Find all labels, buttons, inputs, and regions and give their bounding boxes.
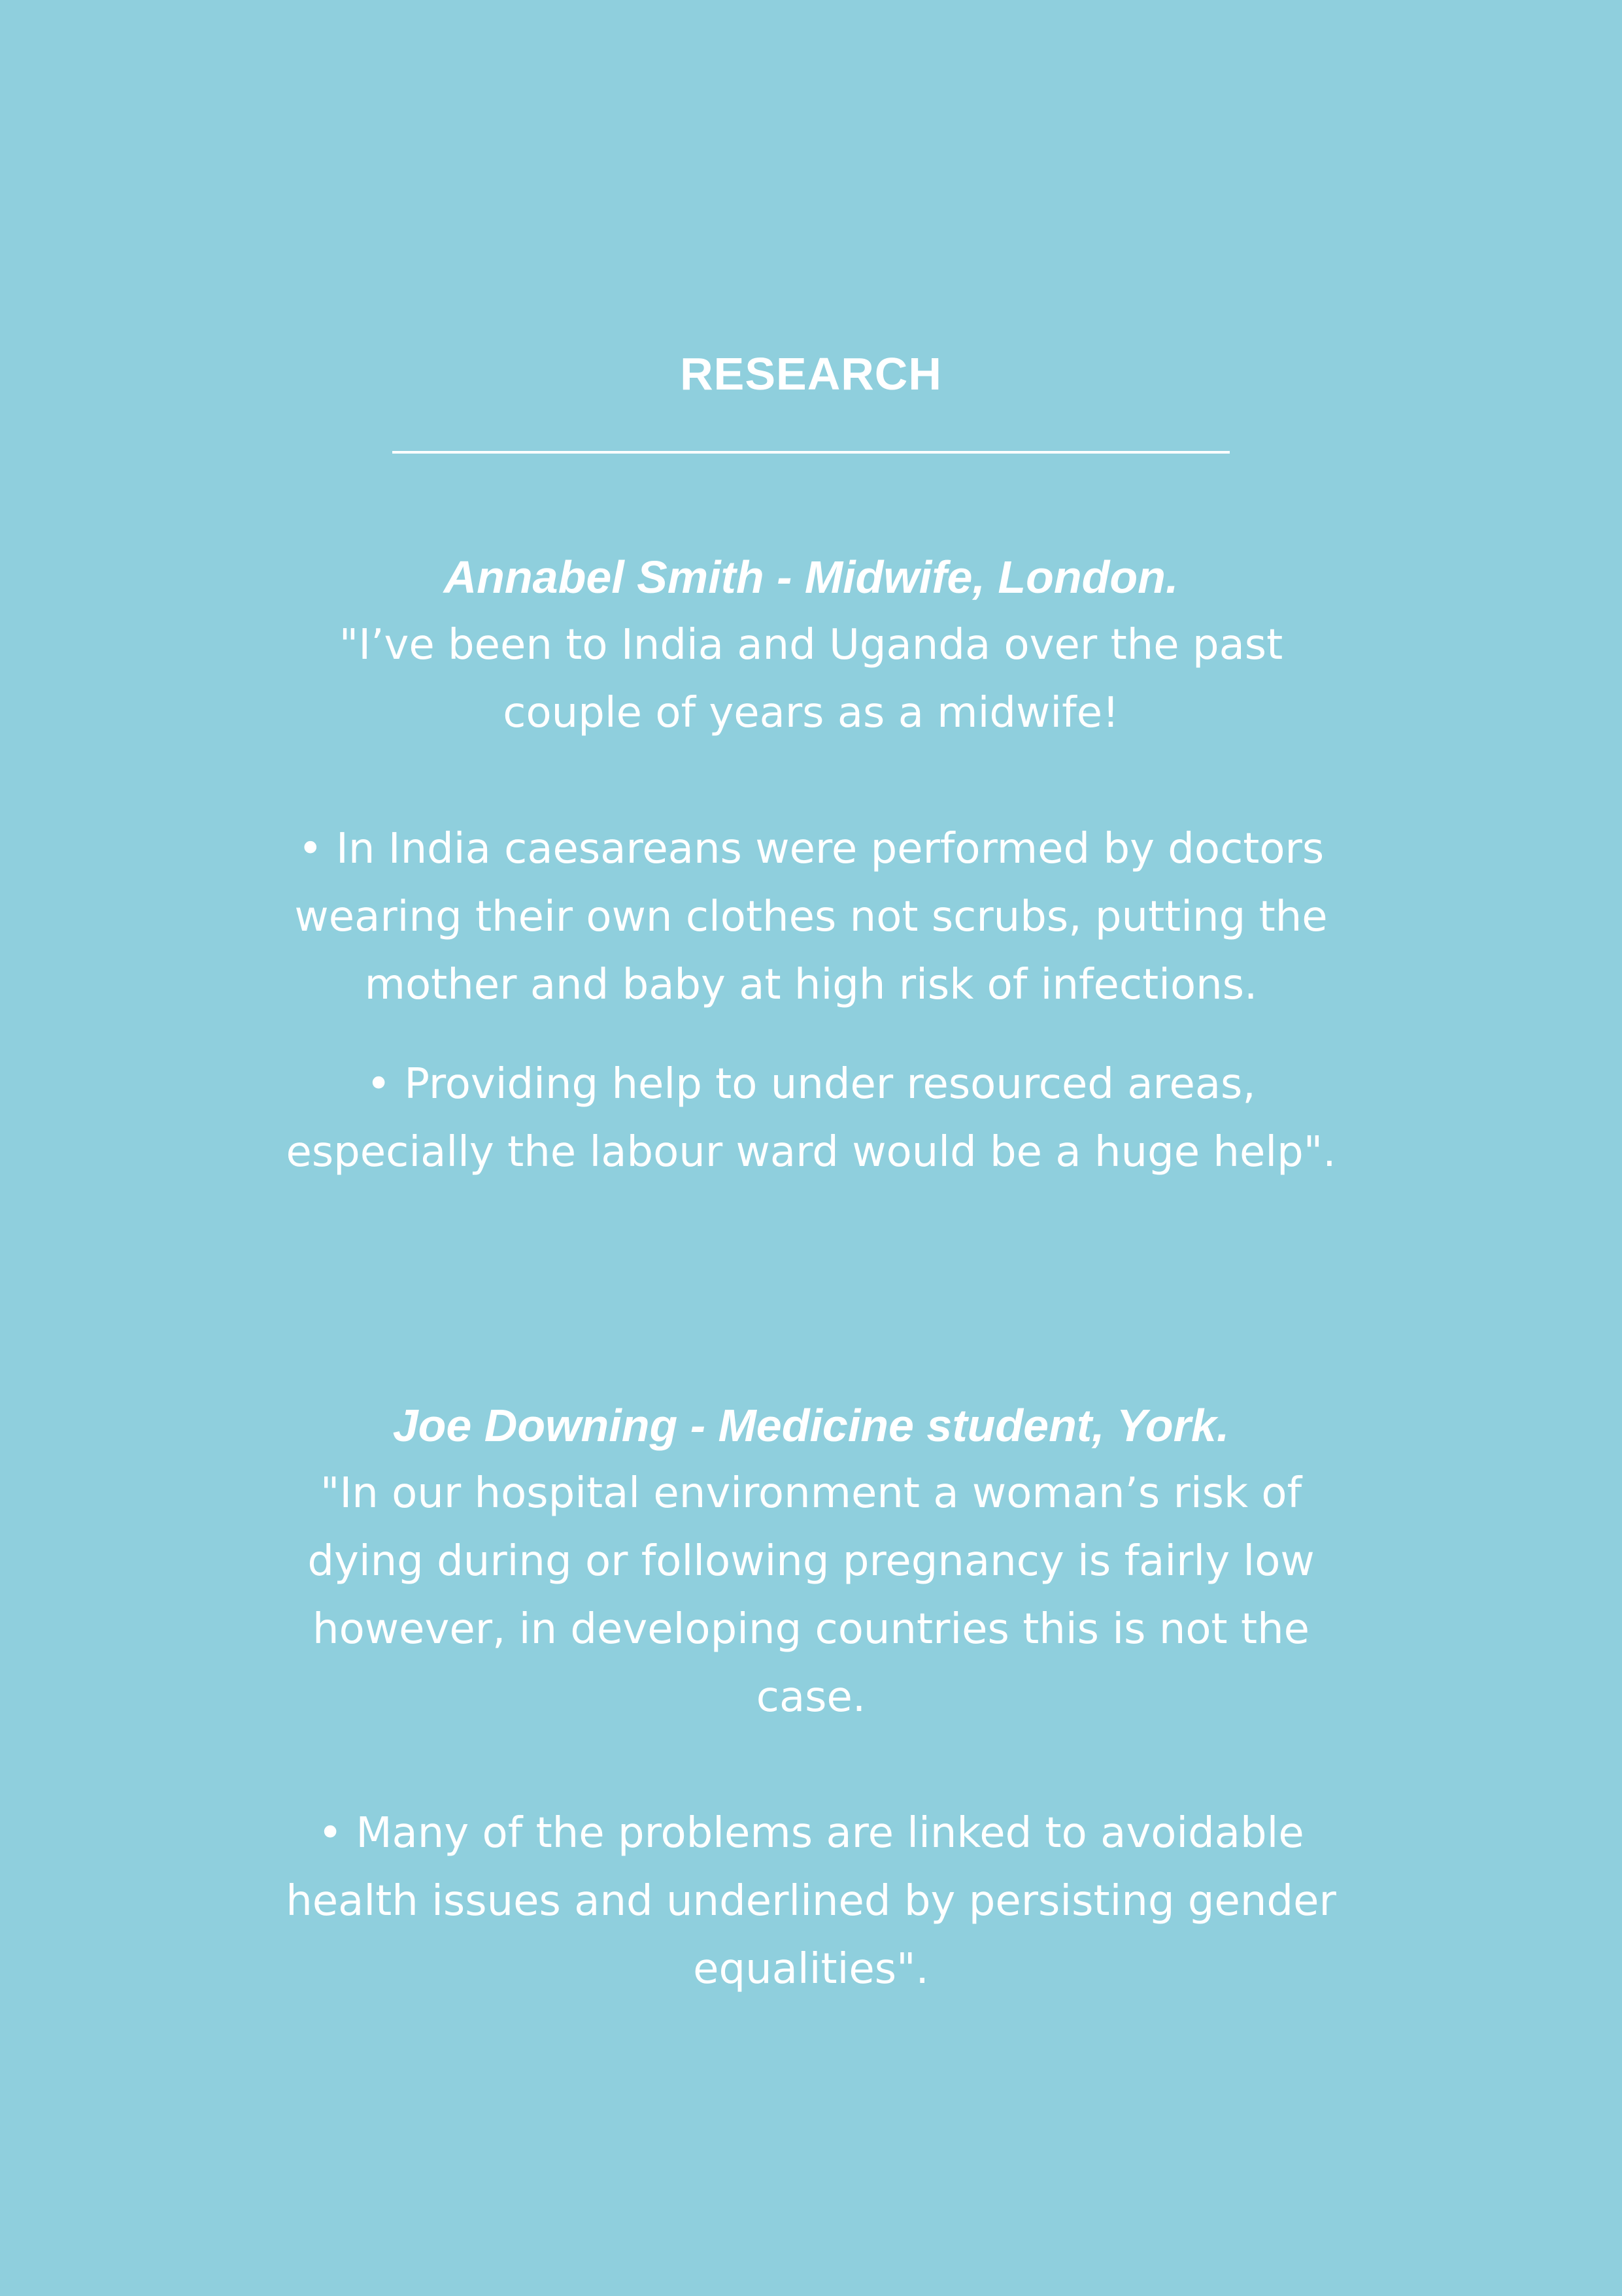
bullet-line: mother and baby at high risk of infections.	[364, 961, 1258, 1009]
testimonial-author: Annabel Smith - Midwife, London.	[443, 552, 1179, 603]
quote-line: dying during or following pregnancy is fairly low	[307, 1537, 1315, 1586]
bullet-line: health issues and underlined by persisting gender	[286, 1877, 1336, 1925]
quote-line: "In our hospital environment a woman’s risk of	[320, 1469, 1302, 1518]
quote-line: "I’ve been to India and Uganda over the past	[339, 621, 1283, 669]
bullet-line: • In India caesareans were performed by doctors	[297, 825, 1325, 873]
bullet-line: • Many of the problems are linked to avoidable	[318, 1809, 1304, 1857]
testimonial-joe-downing	[248, 1391, 1374, 2003]
heading-divider	[392, 451, 1230, 454]
bullet-line: • Providing help to under resourced areas,	[366, 1060, 1256, 1108]
spacer	[248, 747, 1374, 815]
spacer	[248, 1019, 1374, 1050]
spacer	[248, 1731, 1374, 1799]
page-heading: RESEARCH	[680, 348, 942, 399]
quote-line: however, in developing countries this is not the	[313, 1605, 1309, 1654]
quote-line: case.	[756, 1673, 866, 1722]
testimonial-annabel-smith	[248, 543, 1374, 1186]
bullet-line: equalities".	[693, 1945, 929, 1993]
bullet-line: wearing their own clothes not scrubs, putting the	[294, 893, 1328, 941]
quote-line: couple of years as a midwife!	[503, 689, 1119, 737]
testimonial-author: Joe Downing - Medicine student, York.	[392, 1400, 1230, 1451]
bullet-line: especially the labour ward would be a huge help".	[286, 1128, 1336, 1176]
